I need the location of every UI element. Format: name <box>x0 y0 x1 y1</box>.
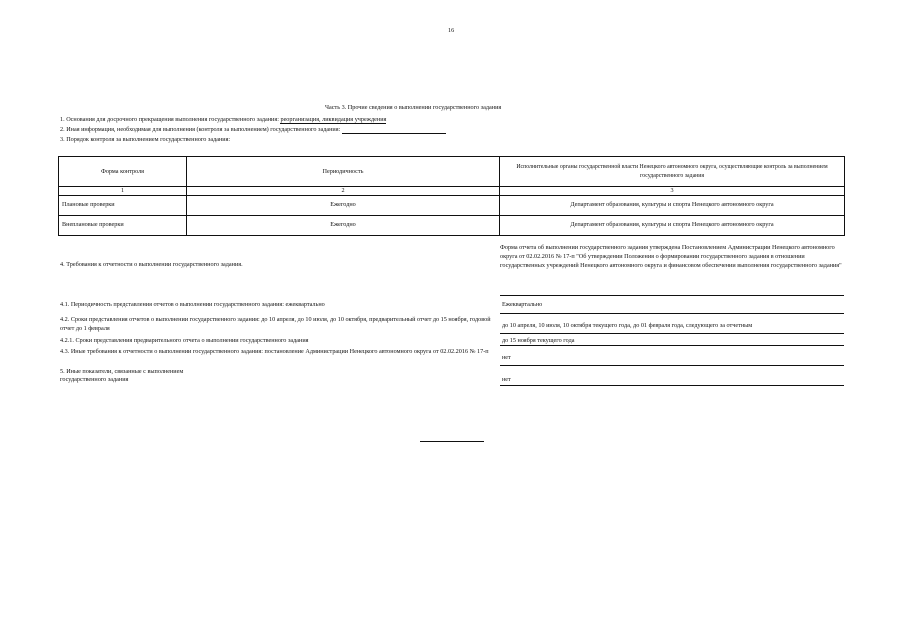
item-4-value: Форма отчета об выполнении государственного задания утверждена Постановлением Администрации Ненецкого автономного округа от 02.02.2016 № 17-п "Об утверждении Положения о формировании государственного задания в отношении государственных учреждений Ненецкого автономного округа и финансовом обеспечении выполнения государственного задания" <box>500 244 842 269</box>
header-control-form: Форма контроля <box>59 157 187 187</box>
cell-control-form: Плановые проверки <box>59 195 187 215</box>
divider-line <box>500 345 844 346</box>
table-row <box>59 195 845 215</box>
control-table-header-row <box>59 157 845 187</box>
item-4-label: 4. Требования к отчетности о выполнении государственного задания. <box>60 261 243 268</box>
cell-authority: Департамент образования, культуры и спорта Ненецкого автономного округа <box>500 215 845 235</box>
item-1-value: реорганизация, ликвидация учреждения <box>280 116 387 123</box>
item-4-2-1-value: до 15 ноября текущего года <box>502 337 575 344</box>
column-number: 3 <box>500 187 845 196</box>
end-separator-line <box>420 441 484 442</box>
control-table <box>58 156 845 236</box>
item-2-label: 2. Иная информация, необходимая для выполнения (контроля за выполнением) государственного задания: <box>60 126 341 133</box>
item-2 <box>60 126 446 134</box>
cell-periodicity: Ежегодно <box>187 215 500 235</box>
item-4-2-1-label: 4.2.1. Сроки представления предварительного отчета о выполнении государственного задания <box>60 337 309 344</box>
divider-line <box>500 295 844 296</box>
page-number: 16 <box>448 27 455 34</box>
divider-line <box>500 333 844 334</box>
item-4-1-value: Ежеквартально <box>502 301 543 308</box>
divider-line <box>500 313 844 314</box>
item-1 <box>60 116 386 124</box>
header-authorities: Исполнительные органы государственной власти Ненецкого автономного округа, осуществляющие контроль за выполнением государственного задания <box>500 157 845 187</box>
item-3: 3. Порядок контроля за выполнением государственного задания: <box>60 136 231 143</box>
divider-line <box>500 385 844 386</box>
cell-periodicity: Ежегодно <box>187 195 500 215</box>
item-4-3-value: нет <box>502 354 511 361</box>
item-5-label-line: 5. Иные показатели, связанные с выполнением <box>60 368 184 375</box>
column-number: 2 <box>187 187 500 196</box>
cell-control-form: Внеплановые проверки <box>59 215 187 235</box>
divider-line <box>500 365 844 366</box>
header-periodicity: Периодичность <box>187 157 500 187</box>
part-title: Часть 3. Прочие сведения о выполнении государственного задания <box>325 104 502 111</box>
item-1-label: 1. Основания для досрочного прекращения выполнения государственного задания: <box>60 116 279 123</box>
item-2-blank-line <box>342 127 446 134</box>
cell-authority: Департамент образования, культуры и спорта Ненецкого автономного округа <box>500 195 845 215</box>
item-4-2-label: 4.2. Сроки представления отчетов о выполнении государственного задания: до 10 апреля, до 10 июля, до 10 октября, предварительный отчет до 15 ноября, годовой отчет до 1 февраля <box>60 316 491 332</box>
item-4-3-label: 4.3. Иные требования к отчетности о выполнении государственного задания: постановление Администрации Ненецкого автономного округа от 02.02.2016 № 17-п <box>60 348 489 355</box>
item-5-value: нет <box>502 376 511 383</box>
table-row <box>59 215 845 235</box>
item-5-label-line: государственного задания <box>60 375 129 383</box>
item-4-2-value: до 10 апреля, 10 июля, 10 октября текущего года, до 01 февраля года, следующего за отчетным <box>502 322 753 329</box>
item-4-1-label: 4.1. Периодичность представления отчетов о выполнении государственного задания: ежеквартально <box>60 301 325 308</box>
column-numbers-row <box>59 187 845 196</box>
column-number: 1 <box>59 187 187 196</box>
item-5-label <box>60 368 183 384</box>
